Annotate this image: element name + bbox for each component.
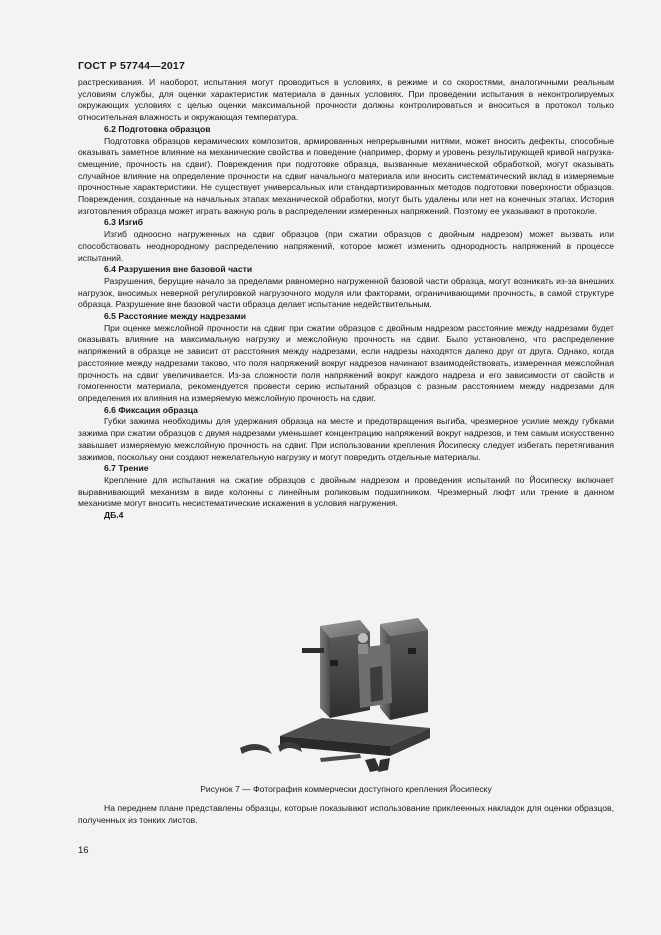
fixture-photo <box>230 608 460 778</box>
section-heading-6-2: 6.2 Подготовка образцов <box>104 123 211 134</box>
section-heading-6-7: 6.7 Трение <box>104 463 149 474</box>
section-heading-6-3: 6.3 Изгиб <box>104 217 143 228</box>
paragraph-6-3: Изгиб одноосно нагруженных на сдвиг образцов (при сжатии образцов с двойным надрезом) может вызвать или способствовать неоднородному распределению напряжений, которое может изменить однородность напряжений в процессе испытаний. <box>78 229 614 263</box>
section-heading-6-5: 6.5 Расстояние между надрезами <box>104 311 247 322</box>
figure-note <box>78 803 614 826</box>
paragraph-6-2: Подготовка образцов керамических композитов, армированных непрерывными нитями, может вносить дефекты, способные оказывать заметное влияние на механические свойства и поведение (например, форму и уровень результирующей кривой нагрузка-смещение, прочность на сдвиг). Повреждения при подготовке образца, вызванные механической обработкой, могут оказывать случайное влияние на определение прочности на сдвиг начального материала или вносить систематический вклад в измеряемые прочностные характеристики. Не существует универсальных или стандартизированных методов подготовки поверхности образцов. Повреждения, созданные на начальных этапах механической обработки, могут быть удалены или нет на конечных этапах. История изготовления образца может играть важную роль в распределении измеренных напряжений. Поэтому ее указывают в протоколе. <box>78 135 614 216</box>
figure-caption: Рисунок 7 — Фотография коммерчески доступного крепления Йосипеску <box>200 784 492 794</box>
page-number: 16 <box>78 845 89 856</box>
section-heading-6-4: 6.4 Разрушения вне базовой части <box>104 264 253 275</box>
section-heading-6-6: 6.6 Фиксация образца <box>104 404 198 415</box>
document-header: ГОСТ Р 57744—2017 <box>78 60 186 72</box>
paragraph-continuation: растрескивания. И наоборот, испытания могут проводиться в условиях, в режиме и со скоростями, аналогичными реальным условиям службы, для оценки характеристик материала в данных условиях. При проведении испытания в неконтролируемых окружающих условиях с целью оценки максимальной прочности должны контролироваться и вноситься в протокол только относительная влажность и окружающая температура. <box>78 77 614 123</box>
paragraph-6-7: Крепление для испытания на сжатие образцов с двойным надрезом и проведения испытаний по Йосипеску включает выравнивающий механизм в виде колонны с линейным роликовым подшипником. Чрезмерный люфт или трение в данном механизме могут вносить несистематические искажения в условия нагружения. <box>78 474 614 509</box>
document-body <box>78 77 614 522</box>
paragraph-6-5: При оценке межслойной прочности на сдвиг при сжатии образцов с двойным надрезом расстояние между надрезами будет оказывать влияние на максимальную нагрузку и межслойную прочность на сдвиг. Было установлено, что распределение напряжений в образце не зависит от расстояния между надрезами, если надрезы находятся далеко друг от друга. Однако, когда расстояние между надрезами таково, что поля напряжений вокруг надрезов начинают взаимодействовать, измеренная межслойная прочность на сдвиг увеличивается. Из-за сложности поля напряжений вокруг каждого надреза и его зависимости от свойств и гомогенности материала, рекомендуется провести серию испытаний образцов с разным расстоянием между надрезами для определения их влияния на измеряемую межслойную прочность на сдвиг. <box>78 322 614 403</box>
figure-note-text: На переднем плане представлены образцы, которые показывают использование приклеенных накладок для оценки образцов, полученных из тонких листов. <box>78 803 614 825</box>
section-heading-db4: ДБ.4 <box>104 510 124 521</box>
paragraph-6-4: Разрушения, берущие начало за пределами равномерно нагруженной базовой части образца, могут возникать из-за внешних нагрузок, вносимых неверной регулировкой нагрузочного модуля или факторами, ограничивающими прочность, в самой структуре образца. Разрушение вне базовой части образца делает испытание недействительным. <box>78 275 614 310</box>
paragraph-6-6: Губки зажима необходимы для удержания образца на месте и предотвращения выгиба, чрезмерное усилие между губками зажима при сжатии образцов с двумя надрезами уменьшает концентрацию напряжений вокруг надрезов, и тем самым искусственно завышает измеряемую межслойную прочность на сдвиг. При использовании крепления Йосипеску следует избегать перетягивания зажимов, поскольку они создают нежелательную нагрузку и могут повредить отдельные материалы. <box>78 416 614 462</box>
